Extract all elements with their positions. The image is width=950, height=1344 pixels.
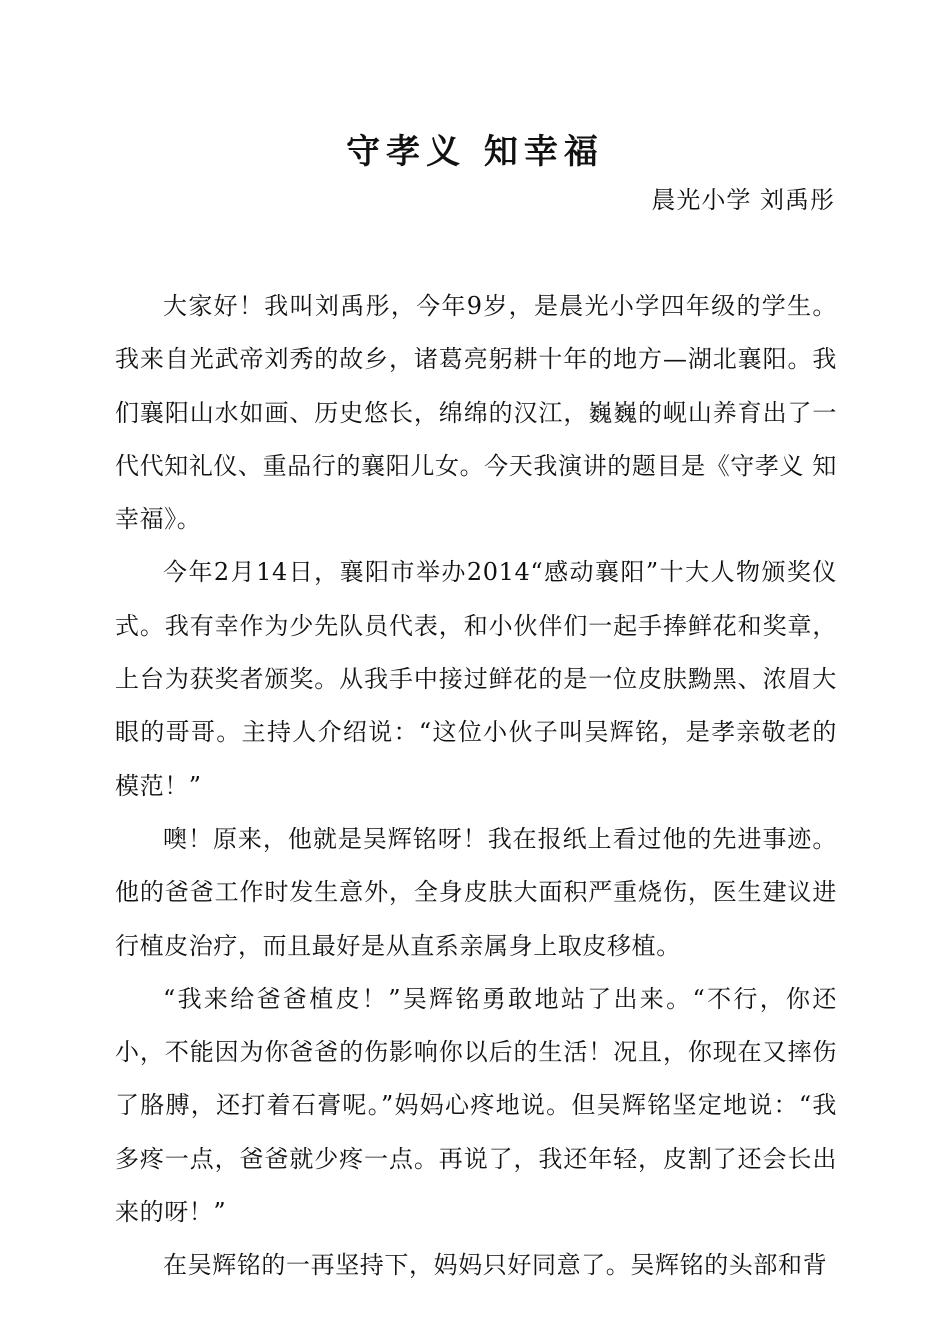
document-body	[115, 280, 837, 1293]
paragraph: 大家好！我叫刘禹彤，今年9岁，是晨光小学四年级的学生。我来自光武帝刘秀的故乡，诸葛亮躬耕十年的地方—湖北襄阳。我们襄阳山水如画、历史悠长，绵绵的汉江，巍巍的岘山养育出了一代代知礼仪、重品行的襄阳儿女。今天我演讲的题目是《守孝义 知幸福》。	[115, 292, 837, 534]
paragraph: 噢！原来，他就是吴辉铭呀！我在报纸上看过他的先进事迹。他的爸爸工作时发生意外，全身皮肤大面积严重烧伤，医生建议进行植皮治疗，而且最好是从直系亲属身上取皮移植。	[115, 824, 837, 960]
paragraph: “我来给爸爸植皮！”吴辉铭勇敢地站了出来。“不行，你还小，不能因为你爸爸的伤影响你以后的生活！况且，你现在又摔伤了胳膊，还打着石膏呢。”妈妈心疼地说。但吴辉铭坚定地说：“我多疼一点，爸爸就少疼一点。再说了，我还年轻，皮割了还会长出来的呀！”	[115, 984, 837, 1227]
author-byline: 晨光小学 刘禹彤	[651, 186, 835, 214]
paragraph: 今年2月14日，襄阳市举办2014“感动襄阳”十大人物颁奖仪式。我有幸作为少先队员代表，和小伙伴们一起手捧鲜花和奖章，上台为获奖者颁奖。从我手中接过鲜花的是一位皮肤黝黑、浓眉大眼的哥哥。主持人介绍说：“这位小伙子叫吴辉铭，是孝亲敬老的模范！”	[115, 558, 837, 800]
document-title: 守孝义 知幸福	[346, 132, 604, 172]
paragraph: 在吴辉铭的一再坚持下，妈妈只好同意了。吴辉铭的头部和背	[163, 1251, 828, 1280]
